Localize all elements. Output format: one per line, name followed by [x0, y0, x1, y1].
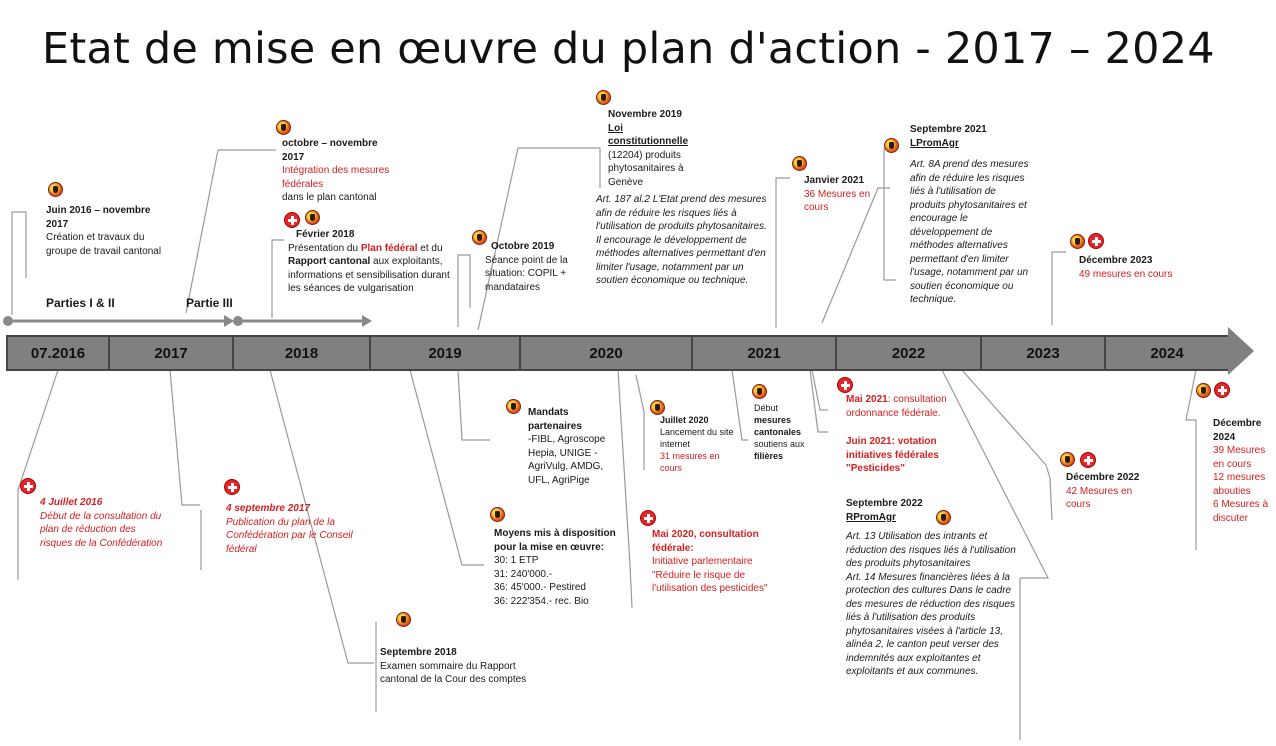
geneva-coat-of-arms-icon	[1060, 452, 1075, 467]
event-date: Décembre 2023	[1079, 255, 1153, 266]
event-dec-2022	[1066, 471, 1142, 512]
article-text: Art. 13 Utilisation des intrants et réduction des risques liés à l'utilisation des produits phytosanitaires	[846, 531, 1016, 569]
event-text	[288, 242, 452, 296]
event-date: Juillet 2020	[660, 415, 709, 425]
event-oct-2019	[485, 240, 585, 294]
event-jan-2021	[804, 174, 884, 215]
page-title: Etat de mise en œuvre du plan d'action - 2017 – 2024	[42, 24, 1215, 74]
year-segment: 2017	[110, 337, 234, 369]
event-mandats	[528, 406, 620, 487]
year-segment: 2019	[371, 337, 521, 369]
event-may-2021	[846, 393, 970, 420]
event-moyens	[494, 527, 626, 608]
budget-line: 36: 45'000.- Pestired	[494, 582, 586, 593]
event-feb-2018	[288, 228, 452, 296]
event-text-red: 12 mesures abouties	[1213, 472, 1266, 497]
event-date-red: Mai 2020, consultation fédérale:	[652, 529, 759, 554]
swiss-cross-icon	[224, 479, 240, 495]
event-date-red: Mai 2021	[846, 394, 888, 405]
event-text-red: Initiative parlementaire "Réduire le risque de l'utilisation des pesticides"	[652, 556, 768, 594]
geneva-coat-of-arms-icon	[752, 384, 767, 399]
event-text: Examen sommaire du Rapport cantonal de la Cour des comptes	[380, 660, 527, 685]
geneva-coat-of-arms-icon	[596, 90, 611, 105]
text-part: et du	[417, 242, 443, 254]
year-segment: 07.2016	[6, 337, 110, 369]
event-text-red: 31 mesures en cours	[660, 451, 720, 473]
event-text: soutiens aux	[754, 439, 805, 449]
event-text-red: Publication du plan de la Confédération par le Conseil fédéral	[226, 516, 353, 555]
event-date: Septembre 2018	[380, 647, 457, 658]
geneva-coat-of-arms-icon	[305, 210, 320, 225]
event-sep-2018	[380, 646, 550, 687]
event-date-red: 4 septembre 2017	[226, 503, 310, 514]
event-date: Juin 2016 – novembre 2017	[46, 205, 151, 230]
phase-label: Parties I & II	[46, 296, 115, 310]
event-sep-2017	[226, 502, 374, 556]
law-title: Loi constitutionnelle	[608, 122, 688, 147]
event-date: Mandats partenaires	[528, 407, 582, 432]
budget-line: 31: 240'000.-	[494, 568, 553, 580]
event-date: Moyens mis à disposition pour la mise en œuvre:	[494, 528, 616, 553]
event-nov-2019	[608, 108, 704, 189]
geneva-coat-of-arms-icon	[1070, 234, 1085, 249]
event-date: Janvier 2021	[804, 175, 865, 186]
timeline-bar	[6, 335, 1228, 371]
swiss-cross-icon	[1080, 452, 1096, 468]
event-text-red: 42 Mesures en cours	[1066, 485, 1133, 510]
event-date: Novembre 2019	[608, 109, 682, 120]
law-title: RPromAgr	[846, 511, 897, 523]
event-text-red: Intégration des mesures fédérales	[282, 165, 390, 190]
event-may-2020	[652, 528, 792, 596]
swiss-cross-icon	[284, 212, 300, 228]
event-date: octobre – novembre 2017	[282, 138, 378, 163]
event-sep-2022	[846, 497, 1018, 679]
event-text: dans le plan cantonal	[282, 192, 377, 203]
geneva-coat-of-arms-icon	[506, 399, 521, 414]
geneva-coat-of-arms-icon	[490, 507, 505, 522]
event-text-red: : consultation ordonnance fédérale.	[846, 394, 947, 419]
event-text-bold: filières	[754, 451, 784, 461]
event-sep-2021	[910, 123, 1030, 307]
event-dec-2024	[1213, 417, 1275, 525]
swiss-cross-icon	[1214, 382, 1230, 398]
swiss-cross-icon	[20, 478, 36, 494]
geneva-coat-of-arms-icon	[1196, 383, 1211, 398]
text-part: aux exploitants, informations et sensibilisation durant les séances de vulgarisation	[288, 256, 450, 294]
law-title: LPromAgr	[910, 137, 959, 149]
geneva-coat-of-arms-icon	[48, 182, 63, 197]
event-text-red: 6 Mesures à discuter	[1213, 499, 1269, 524]
swiss-cross-icon	[1088, 233, 1104, 249]
event-text: -FIBL, Agroscope Hepia, UNIGE -AgriVulg, AMDG, UFL, AgriPige	[528, 434, 606, 486]
year-segment: 2020	[521, 337, 693, 369]
budget-line: 36: 222'354.- rec. Bio	[494, 595, 589, 607]
event-date: Décembre 2022	[1066, 472, 1140, 483]
event-text-red: 36 Mesures en cours	[804, 188, 871, 213]
text-part: Présentation du	[288, 242, 361, 254]
event-june-2016	[46, 204, 166, 258]
event-date: Septembre 2022	[846, 498, 923, 509]
event-text: Création et travaux du groupe de travail cantonal	[46, 232, 162, 257]
year-segment: 2021	[693, 337, 837, 369]
event-debut-mesures	[754, 402, 814, 462]
event-dec-2023	[1079, 254, 1199, 281]
event-date-red: 4 Juillet 2016	[40, 497, 103, 508]
event-date: Septembre 2021	[910, 124, 987, 135]
event-text-red: 49 mesures en cours	[1079, 268, 1173, 280]
year-segment: 2023	[982, 337, 1106, 369]
plan-federal-text: Plan fédéral	[360, 242, 418, 254]
event-date: Décembre 2024	[1213, 418, 1262, 443]
event-text: Séance point de la situation: COPIL + mandataires	[485, 254, 568, 293]
rapport-cantonal-text: Rapport cantonal	[288, 256, 371, 267]
event-text: Début	[754, 403, 779, 413]
swiss-cross-icon	[837, 377, 853, 393]
geneva-coat-of-arms-icon	[650, 400, 665, 415]
event-text-red: Début de la consultation du plan de réduction des risques de la Confédération	[40, 510, 163, 549]
timeline-arrowhead	[1228, 327, 1254, 375]
event-text-red: 39 Mesures en cours	[1213, 445, 1266, 470]
swiss-cross-icon	[640, 510, 656, 526]
article-text: Art. 8A prend des mesures afin de réduire les risques liés à l'utilisation de produits phytosanitaires et encourage le développement de méthodes alternatives permettant d'en limiter l'usage, notamment par un soutien économique ou technique.	[910, 159, 1029, 305]
event-oct-2017	[282, 137, 398, 205]
event-date: Février 2018	[296, 229, 355, 240]
event-jul-2016	[40, 496, 170, 550]
article-text: Art. 187 al.2 L'Etat prend des mesures afin de réduire les risques liés à l'utilisation de produits phytosanitaires. Il encourage le développement de méthodes alternatives permettant d'en limiter l'usage, notamment par un soutien économique ou technique.	[596, 194, 767, 286]
event-jul-2020	[660, 414, 744, 474]
event-text: Lancement du site internet	[660, 427, 734, 449]
year-segment: 2022	[837, 337, 982, 369]
event-date: Octobre 2019	[491, 241, 555, 252]
year-segment: 2018	[234, 337, 371, 369]
event-text: (12204) produits phytosanitaires à Genève	[608, 149, 684, 188]
event-text-bold: mesures cantonales	[754, 415, 802, 437]
phase-label: Partie III	[186, 296, 233, 310]
geneva-coat-of-arms-icon	[396, 612, 411, 627]
event-jun-2021: Juin 2021: votation initiatives fédérales "Pesticides"	[846, 436, 939, 474]
geneva-coat-of-arms-icon	[276, 120, 291, 135]
budget-line: 30: 1 ETP	[494, 555, 539, 566]
geneva-coat-of-arms-icon	[792, 156, 807, 171]
geneva-coat-of-arms-icon	[884, 138, 899, 153]
year-segment: 2024	[1150, 344, 1184, 362]
article-text: Art. 14 Mesures financières liées à la protection des cultures Dans le cadre des mesures de réduction des risques liés à l'utilisation des produits phytosanitaires visées à l'article 13, alinéa 2, le canton peut verser des indemnités aux exploitantes et exploitants et aux communes.	[846, 571, 1015, 677]
